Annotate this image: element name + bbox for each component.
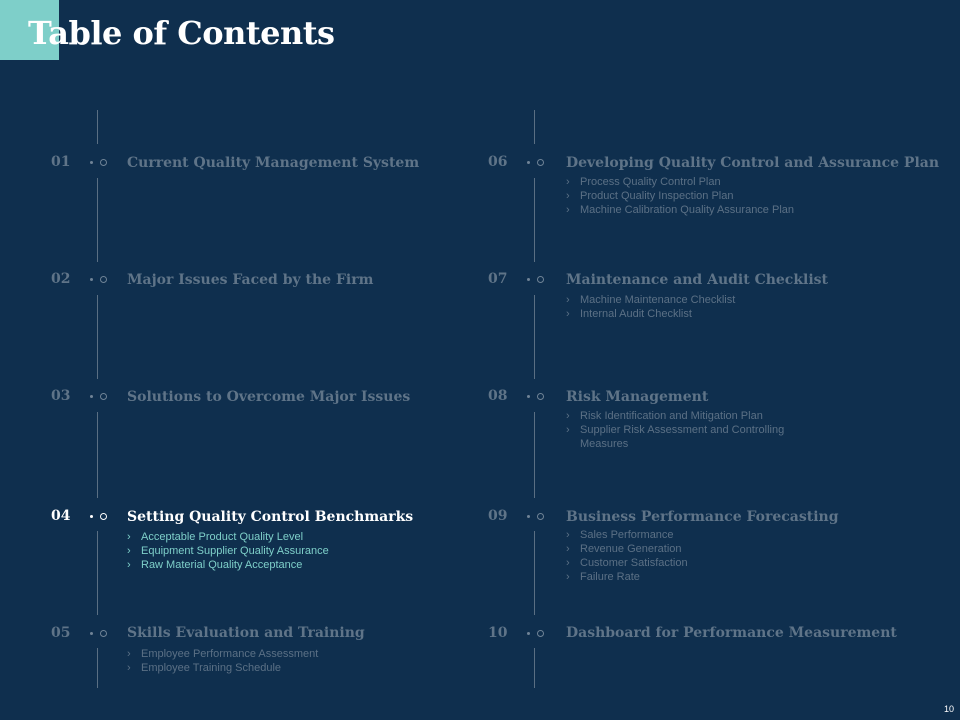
- toc-subitem[interactable]: › Internal Audit Checklist: [566, 308, 692, 320]
- toc-heading[interactable]: Dashboard for Performance Measurement: [566, 625, 897, 641]
- toc-number: 01: [51, 154, 71, 170]
- page-title: Table of Contents: [28, 14, 335, 52]
- toc-subitem[interactable]: › Raw Material Quality Acceptance: [127, 559, 303, 571]
- chevron-right-icon: ›: [566, 176, 570, 188]
- toc-sublist: [566, 409, 784, 451]
- toc-subitem-continued: Measures: [580, 438, 629, 450]
- chevron-right-icon: ›: [566, 543, 570, 555]
- toc-subitem[interactable]: › Acceptable Product Quality Level: [127, 531, 304, 543]
- chevron-right-icon: ›: [566, 308, 570, 320]
- chevron-right-icon: ›: [127, 662, 131, 674]
- toc-number: 09: [488, 508, 508, 524]
- toc-heading[interactable]: Setting Quality Control Benchmarks: [127, 509, 414, 525]
- toc-number: 10: [488, 625, 508, 641]
- toc-heading[interactable]: Business Performance Forecasting: [566, 509, 839, 525]
- toc-subitem[interactable]: › Machine Maintenance Checklist: [566, 294, 736, 306]
- chevron-right-icon: ›: [566, 557, 570, 569]
- toc-sublist: [127, 530, 329, 572]
- toc-bullet-icon: [527, 275, 549, 285]
- toc-heading[interactable]: Solutions to Overcome Major Issues: [127, 389, 411, 405]
- timeline-line: [534, 295, 535, 379]
- toc-subitem[interactable]: › Machine Calibration Quality Assurance Plan: [566, 204, 795, 216]
- toc-heading[interactable]: Skills Evaluation and Training: [127, 625, 365, 641]
- toc-bullet-icon: [90, 629, 112, 639]
- toc-subitem[interactable]: › Customer Satisfaction: [566, 557, 688, 569]
- toc-bullet-icon: [527, 629, 549, 639]
- toc-sublist: [127, 647, 318, 675]
- timeline-line: [97, 531, 98, 615]
- toc-subitem[interactable]: › Product Quality Inspection Plan: [566, 190, 734, 202]
- toc-number: 07: [488, 271, 508, 287]
- timeline-line: [534, 412, 535, 498]
- toc-number: 05: [51, 625, 71, 641]
- toc-subitem[interactable]: › Process Quality Control Plan: [566, 176, 721, 188]
- timeline-line: [534, 178, 535, 262]
- chevron-right-icon: ›: [566, 410, 570, 422]
- chevron-right-icon: ›: [127, 648, 131, 660]
- toc-subitem[interactable]: › Risk Identification and Mitigation Plan: [566, 410, 763, 422]
- timeline-line: [534, 110, 535, 144]
- toc-subitem[interactable]: › Employee Performance Assessment: [127, 648, 319, 660]
- chevron-right-icon: ›: [566, 190, 570, 202]
- timeline-line: [534, 531, 535, 615]
- timeline-line: [97, 412, 98, 498]
- toc-subitem[interactable]: › Equipment Supplier Quality Assurance: [127, 545, 329, 557]
- toc-bullet-icon: [90, 275, 112, 285]
- toc-number: 04: [51, 508, 71, 524]
- toc-bullet-icon: [90, 512, 112, 522]
- timeline-line: [97, 178, 98, 262]
- toc-heading[interactable]: Current Quality Management System: [127, 155, 420, 171]
- timeline-line: [97, 295, 98, 379]
- timeline-line: [534, 648, 535, 688]
- toc-sublist: [566, 175, 794, 217]
- timeline-line: [97, 110, 98, 144]
- chevron-right-icon: ›: [566, 571, 570, 583]
- toc-heading[interactable]: Risk Management: [566, 389, 709, 405]
- toc-bullet-icon: [90, 392, 112, 402]
- toc-number: 06: [488, 154, 508, 170]
- page-number: 10: [943, 704, 954, 714]
- toc-sublist: [566, 293, 735, 321]
- toc-bullet-icon: [527, 158, 549, 168]
- toc-heading[interactable]: Maintenance and Audit Checklist: [566, 272, 829, 288]
- toc-subitem[interactable]: › Sales Performance: [566, 529, 674, 541]
- toc-number: 08: [488, 388, 508, 404]
- toc-subitem[interactable]: › Employee Training Schedule: [127, 662, 282, 674]
- toc-number: 03: [51, 388, 71, 404]
- chevron-right-icon: ›: [566, 204, 570, 216]
- toc-subitem[interactable]: › Revenue Generation: [566, 543, 682, 555]
- toc-sublist: [566, 528, 688, 584]
- chevron-right-icon: ›: [566, 424, 570, 436]
- toc-heading[interactable]: Major Issues Faced by the Firm: [127, 272, 374, 288]
- chevron-right-icon: ›: [127, 559, 131, 571]
- toc-heading[interactable]: Developing Quality Control and Assurance Plan: [566, 155, 940, 171]
- toc-subitem[interactable]: › Supplier Risk Assessment and Controlling: [566, 424, 785, 436]
- toc-number: 02: [51, 271, 71, 287]
- chevron-right-icon: ›: [127, 531, 131, 543]
- chevron-right-icon: ›: [566, 529, 570, 541]
- timeline-line: [97, 648, 98, 688]
- chevron-right-icon: ›: [127, 545, 131, 557]
- toc-subitem[interactable]: › Failure Rate: [566, 571, 640, 583]
- toc-bullet-icon: [527, 512, 549, 522]
- chevron-right-icon: ›: [566, 294, 570, 306]
- toc-bullet-icon: [527, 392, 549, 402]
- toc-bullet-icon: [90, 158, 112, 168]
